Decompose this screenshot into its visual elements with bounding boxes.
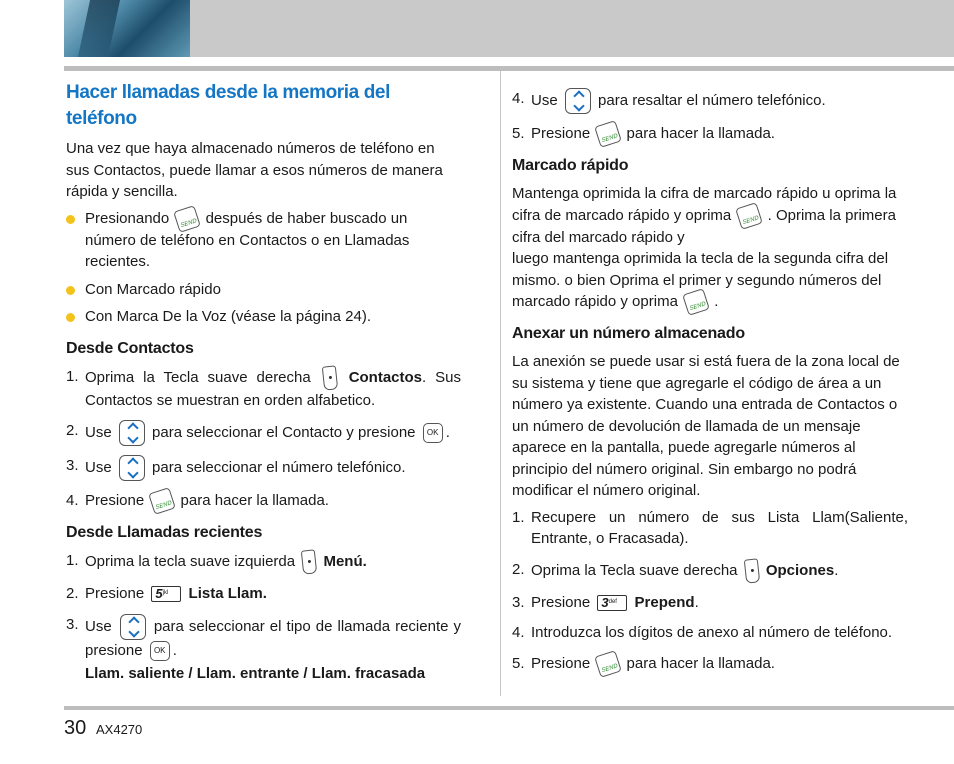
paragraph: Mantenga oprimida la cifra de marcado rápido u oprima la cifra de marcado rápido y oprima SEND . Oprima la primera cifra del marcado rápido y [512, 183, 908, 248]
section-heading-anexar: Anexar un número almacenado [512, 325, 745, 343]
step-item: 2. Oprima la Tecla suave derecha Opciones. [512, 559, 908, 583]
send-key-icon [149, 487, 177, 515]
send-key-icon [595, 650, 623, 678]
top-rule [64, 66, 954, 71]
step-item: 3. Use para seleccionar el número telefónico. [66, 455, 461, 481]
paragraph: La anexión se puede usar si está fuera de la zona local de su sistema y tiene que agregarle el código de área a un número ya existente. Cuando una entrada de Contactos o un número de devolución de llamada de un mensaje aparece en la pantalla, puede agregarle números al principio del número original. Sin embargo no podrá modificar el número original. [512, 353, 900, 500]
intro-paragraph: Una vez que haya almacenado números de teléfono en sus Contactos, puede llamar a esos números de manera rápida y sencilla. [66, 140, 443, 200]
column-divider [500, 71, 501, 696]
send-key-icon [174, 205, 202, 233]
send-key-icon [595, 120, 623, 148]
step-item: 2. Use para seleccionar el Contacto y presione OK . [66, 420, 461, 446]
step-item: 2. Presione $5^{jkl}$ Lista Llam. [66, 585, 267, 603]
step-item: 4. Presione SEND para hacer la llamada. [66, 490, 461, 512]
bullet-dot-icon [66, 286, 75, 295]
nav-key-icon [119, 455, 145, 481]
page-title: Hacer llamadas desde la memoria del teléfono [66, 82, 390, 129]
step-item: 5. Presione SEND para hacer la llamada. [512, 123, 908, 145]
step-item: 3. Use para seleccionar el tipo de llamada reciente y presione OK . Llam. saliente / Llam. entrante / Llam. fracasada [66, 614, 461, 685]
right-column [512, 88, 908, 684]
step-item: 4. Use para resaltar el número telefónico. [512, 88, 908, 114]
bottom-rule [64, 706, 954, 710]
step-item: 1. Oprima la Tecla suave derecha Contactos. Sus Contactos se muestran en orden alfabetico. [66, 366, 461, 412]
left-column [66, 80, 461, 694]
bullet-item: Con Marcado rápido [66, 279, 461, 301]
section-heading-recientes: Desde Llamadas recientes [66, 524, 263, 542]
right-soft-key-icon [743, 558, 759, 583]
paragraph: luego mantenga oprimida la tecla de la segunda cifra del mismo. o bien Oprima el primer y segundo números del marcado rápido y oprima SEND . [512, 248, 908, 313]
call-list-options: Llam. saliente / Llam. entrante / Llam. fracasada [85, 665, 426, 683]
nav-key-icon [565, 88, 591, 114]
bullet-item: Con Marca De la Voz (véase la página 24). [66, 306, 461, 328]
page-number: 30 [64, 717, 87, 739]
bullet-dot-icon [66, 215, 75, 224]
model-name: AX4270 [96, 722, 143, 737]
ok-key-icon: OK [423, 423, 443, 443]
nav-key-icon [119, 420, 145, 446]
bullet-item: Presionando SEND después de haber buscado un número de teléfono en Contactos o en Llamadas recientes. [66, 208, 461, 273]
step-item: 3. Presione $3^{def}$ Prepend. [512, 593, 699, 611]
key-3-icon: $3^{def}$ [597, 595, 627, 611]
step-item: 5. Presione SEND para hacer la llamada. [512, 653, 908, 675]
key-5-icon: $5^{jkl}$ [151, 586, 181, 602]
step-item: 4. Introduzca los dígitos de anexo al número de teléfono. [512, 624, 893, 642]
step-item: 1. Recupere un número de sus Lista Llam(Saliente, Entrante, o Fracasada). [512, 508, 908, 548]
send-key-icon [736, 202, 764, 230]
section-heading-marcado: Marcado rápido [512, 157, 629, 175]
left-soft-key-icon [301, 549, 317, 574]
step-item: 1. Oprima la tecla suave izquierda Menú. [66, 550, 461, 574]
right-soft-key-icon [321, 365, 337, 390]
header-bar [64, 0, 954, 57]
header-photo [64, 0, 190, 57]
ok-key-icon: OK [150, 641, 170, 661]
nav-key-icon [120, 614, 146, 640]
bullet-dot-icon [66, 313, 75, 322]
send-key-icon [682, 288, 710, 316]
section-heading-contactos: Desde Contactos [66, 339, 194, 357]
